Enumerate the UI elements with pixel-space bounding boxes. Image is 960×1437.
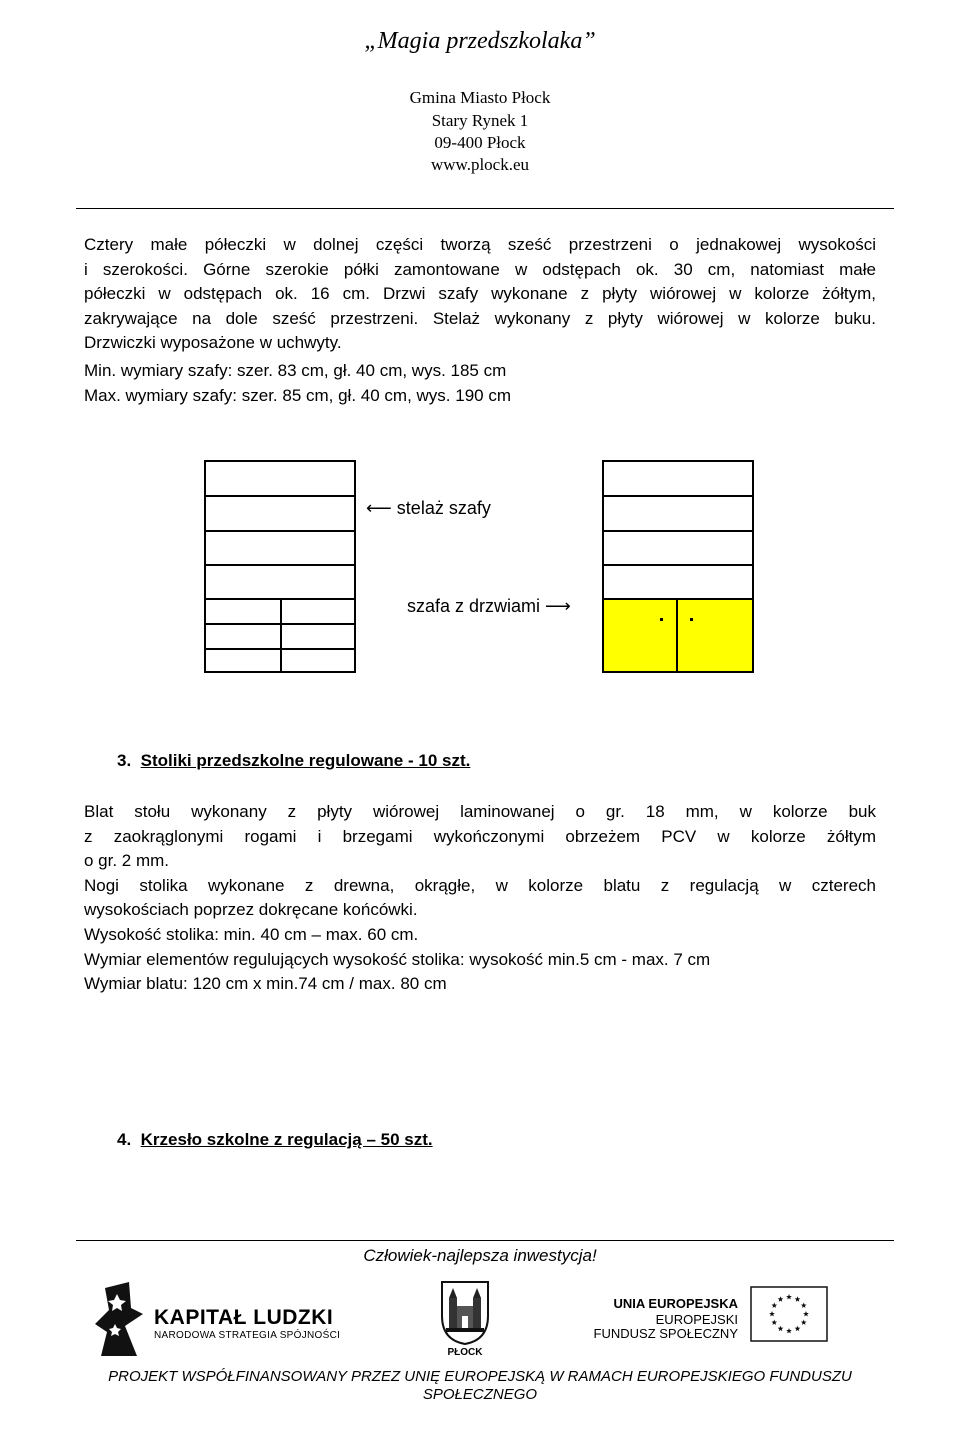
eu-line-3: FUNDUSZ SPOŁECZNY: [593, 1326, 738, 1341]
shelf-line: [206, 530, 354, 532]
body-line: z zaokrąglonymi rogami i brzegami wykończonymi obrzeżem PCV w kolorze żółtym: [84, 826, 876, 846]
body-line: Wysokość stolika: min. 40 cm – max. 60 cm.: [84, 924, 419, 944]
shelf-line: [206, 564, 354, 566]
description-line: półeczki w odstępach ok. 16 cm. Drzwi szafy wykonane z płyty wiórowej w kolorze żółtym,: [84, 284, 876, 304]
section-3-body: [84, 800, 876, 997]
min-dimensions: Min. wymiary szafy: szer. 83 cm, gł. 40 cm, wys. 185 cm: [84, 361, 507, 380]
footer-divider: [76, 1240, 894, 1241]
wardrobe-doors-diagram: [602, 460, 754, 673]
kapital-ludzki-subtitle: NARODOWA STRATEGIA SPÓJNOŚCI: [154, 1330, 341, 1341]
eu-flag-icon: [750, 1286, 828, 1342]
divider-line: [280, 598, 282, 671]
description-line: i szerokości. Górne szerokie półki zamontowane w odstępach ok. 30 cm, natomiast małe: [84, 259, 876, 279]
shelf-line: [604, 564, 752, 566]
header-line-postcode: 09-400 Płock: [434, 133, 526, 152]
section-3-heading: [117, 751, 470, 771]
door-split-line: [676, 600, 678, 671]
description-line: Cztery małe półeczki w dolnej części tworzą sześć przestrzeni o jednakowej wysokości: [84, 235, 876, 254]
max-dimensions: Max. wymiary szafy: szer. 85 cm, gł. 40 cm, wys. 190 cm: [84, 386, 511, 405]
body-line: Nogi stolika wykonane z drewna, okrągłe, w kolorze blatu z regulacją w czterech: [84, 875, 876, 895]
kapital-ludzki-title: KAPITAŁ LUDZKI: [154, 1306, 334, 1329]
header-divider: [76, 208, 894, 209]
description-line: Drzwiczki wyposażone w uchwyty.: [84, 333, 342, 353]
header-line-website: www.plock.eu: [430, 155, 530, 174]
kapital-ludzki-logo-icon: [95, 1280, 145, 1358]
description-line: zakrywające na dole sześć przestrzeni. Stelaż wykonany z płyty wiórowej w kolorze buku.: [84, 308, 876, 328]
yellow-doors: [604, 600, 752, 671]
body-line: Blat stołu wykonany z płyty wiórowej laminowanej o gr. 18 mm, w kolorze buk: [84, 802, 876, 821]
plock-label: PŁOCK: [447, 1347, 483, 1358]
shelf-line: [206, 495, 354, 497]
label-frame: ⟵ stelaż szafy: [366, 498, 491, 518]
project-line-1: PROJEKT WSPÓŁFINANSOWANY PRZEZ UNIĘ EUROPEJSKĄ W RAMACH EUROPEJSKIEGO FUNDUSZU: [108, 1368, 852, 1385]
section-number: 3.: [117, 751, 132, 770]
shelf-line: [604, 530, 752, 532]
handle-icon: [690, 618, 693, 621]
section-4-heading: [117, 1130, 433, 1150]
section-title: Stoliki przedszkolne regulowane - 10 szt.: [140, 751, 471, 770]
section-title: Krzesło szkolne z regulacją – 50 szt.: [140, 1130, 433, 1149]
body-line: wysokościach poprzez dokręcane końcówki.: [84, 900, 418, 920]
eu-line-2: EUROPEJSKI: [655, 1312, 738, 1327]
wardrobe-frame-diagram: [204, 460, 356, 673]
body-line: o gr. 2 mm.: [84, 851, 170, 871]
header-line-street: Stary Rynek 1: [431, 111, 529, 130]
handle-icon: [660, 618, 663, 621]
footer-slogan: Człowiek-najlepsza inwestycja!: [363, 1246, 597, 1265]
project-line-2: SPOŁECZNEGO: [422, 1386, 538, 1403]
shelf-line: [604, 598, 752, 600]
section-number: 4.: [117, 1130, 132, 1149]
eu-line-1: UNIA EUROPEJSKA: [613, 1296, 738, 1311]
body-line: Wymiar blatu: 120 cm x min.74 cm / max. 80 cm: [84, 974, 447, 994]
plock-crest-icon: [440, 1280, 490, 1346]
shelf-line: [604, 495, 752, 497]
body-line: Wymiar elementów regulujących wysokość stolika: wysokość min.5 cm - max. 7 cm: [84, 949, 711, 969]
wardrobe-description: [84, 233, 876, 356]
header-line-municipality: Gmina Miasto Płock: [409, 88, 551, 107]
label-doors: szafa z drzwiami ⟶: [407, 596, 571, 616]
document-title: „Magia przedszkolaka”: [364, 28, 596, 54]
